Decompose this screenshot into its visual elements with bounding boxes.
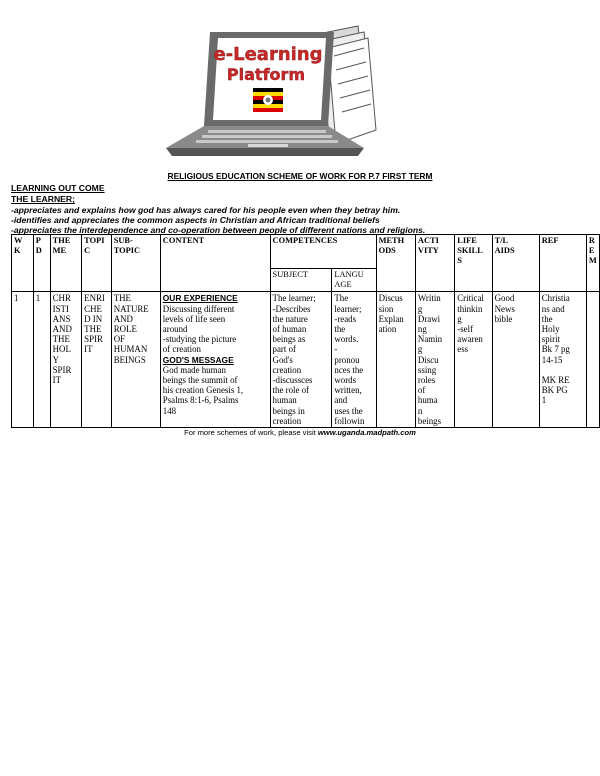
header-methods: METH ODS bbox=[376, 235, 415, 292]
scheme-of-work-table bbox=[11, 234, 600, 428]
objective-1: -appreciates and explains how god has always cared for his people even when they betray him. bbox=[11, 205, 401, 215]
cell-life-skills: Critical thinkin g -self awaren ess bbox=[455, 292, 492, 428]
objective-3: -appreciates the interdependence and co-operation between people of different nations and religions. bbox=[11, 225, 426, 235]
cell-activity: Writin g Drawi ng Namin g Discu ssing roles of huma n beings bbox=[415, 292, 454, 428]
learner-heading: THE LEARNER; bbox=[11, 194, 75, 204]
content-heading-experience: OUR EXPERIENCE bbox=[162, 293, 238, 304]
logo-text-line2: Platform bbox=[226, 65, 306, 84]
cell-content bbox=[160, 292, 270, 428]
header-row bbox=[12, 235, 600, 269]
header-theme: THE ME bbox=[50, 235, 82, 292]
cell-topic: ENRI CHE D IN THE SPIR IT bbox=[82, 292, 112, 428]
header-content: CONTENT bbox=[160, 235, 270, 292]
content-heading-message: GOD'S MESSAGE bbox=[162, 354, 234, 365]
cell-methods: Discus sion Explan ation bbox=[376, 292, 415, 428]
learning-outcome-heading: LEARNING OUT COME bbox=[11, 183, 105, 193]
header-activity: ACTI VITY bbox=[415, 235, 454, 292]
uganda-flag-icon bbox=[253, 88, 283, 112]
subheader-subject: SUBJECT bbox=[270, 269, 332, 292]
content-text-experience: Discussing different levels of life seen around -studying the picture of creation bbox=[162, 303, 237, 355]
header-life-skills: LIFE SKILL S bbox=[455, 235, 492, 292]
cell-tl-aids: Good News bible bbox=[492, 292, 539, 428]
cell-remarks bbox=[586, 292, 599, 428]
objective-2: -identifies and appreciates the common aspects in Christian and African traditional beliefs bbox=[11, 215, 380, 225]
cell-wk: 1 bbox=[12, 292, 34, 428]
header-ref: REF bbox=[539, 235, 586, 292]
header-wk: W K bbox=[12, 235, 34, 292]
header-remarks: R E M bbox=[586, 235, 599, 292]
e-learning-platform-logo bbox=[158, 22, 380, 170]
cell-pd: 1 bbox=[33, 292, 50, 428]
logo-text-line1: e-Learning bbox=[213, 44, 323, 65]
header-pd: P D bbox=[33, 235, 50, 292]
cell-subject-competence: The learner; -Describes the nature of human beings as part of God's creation -discussces the role of human beings in creation bbox=[270, 292, 332, 428]
header-competences: COMPETENCES bbox=[270, 235, 376, 269]
header-topic: TOPI C bbox=[82, 235, 112, 292]
content-text-message: God made human beings the summit of his creation Genesis 1, Psalms 8:1-6, Psalms 148 bbox=[162, 364, 244, 416]
cell-theme: CHR ISTI ANS AND THE HOL Y SPIR IT bbox=[50, 292, 82, 428]
footer-note bbox=[0, 428, 600, 437]
header-subtopic: SUB- TOPIC bbox=[111, 235, 160, 292]
cell-subtopic: THE NATURE AND ROLE OF HUMAN BEINGS bbox=[111, 292, 160, 428]
table-row bbox=[12, 292, 600, 428]
cell-ref: Christia ns and the Holy spirit Bk 7 pg 14-15 MK RE BK PG 1 bbox=[539, 292, 586, 428]
document-title: RELIGIOUS EDUCATION SCHEME OF WORK FOR P.7 FIRST TERM bbox=[167, 171, 433, 181]
cell-language-competence: The learner; -reads the words. - pronou nces the words written, and uses the followin bbox=[332, 292, 376, 428]
footer-text: For more schemes of work, please visit bbox=[184, 428, 318, 437]
header-tl-aids: T/L AIDS bbox=[492, 235, 539, 292]
footer-link[interactable]: www.uganda.madpath.com bbox=[317, 428, 416, 437]
subheader-language: LANGU AGE bbox=[332, 269, 376, 292]
